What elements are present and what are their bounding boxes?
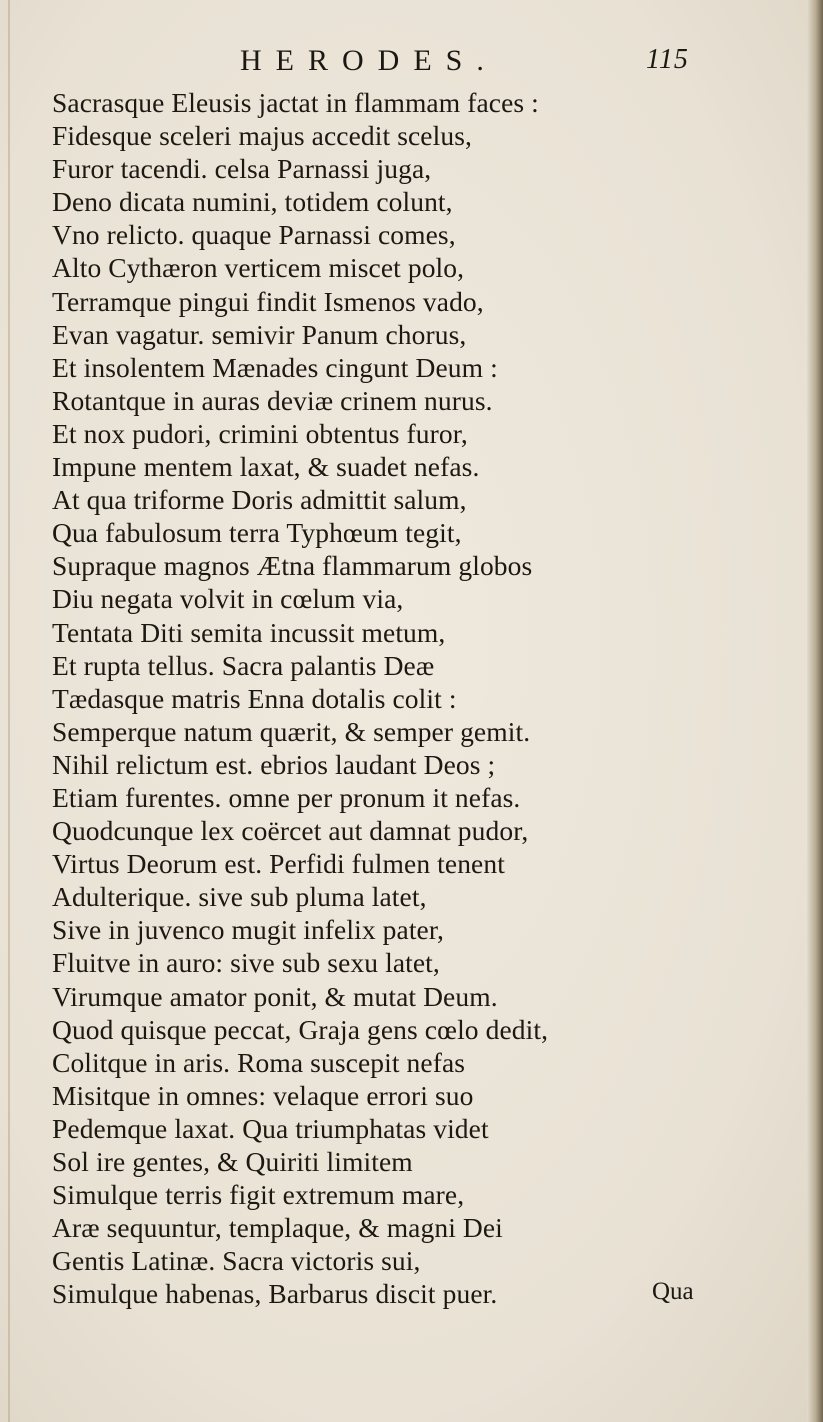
- verse-line: Fluitve in auro: sive sub sexu latet,: [52, 947, 440, 979]
- verse-line: Semperque natum quærit, & semper gemit.: [52, 715, 531, 747]
- page-number: 115: [646, 44, 689, 75]
- verse-line: Adulterique. sive sub pluma latet,: [52, 881, 427, 913]
- verse-line: Etiam furentes. omne per pronum it nefas.: [52, 781, 521, 813]
- verse-line: Sacrasque Eleusis jactat in flammam faces :: [52, 87, 539, 118]
- verse-line: Gentis Latinæ. Sacra victoris sui,: [52, 1245, 421, 1277]
- gutter-line: [8, 0, 10, 1422]
- verse-line: Virumque amator ponit, & mutat Deum.: [52, 980, 498, 1012]
- verse-line: Furor tacendi. celsa Parnassi juga,: [52, 153, 432, 185]
- page-edge: [807, 0, 823, 1422]
- verse-line: Diu negata volvit in cœlum via,: [52, 583, 404, 615]
- verse-line: Tentata Diti semita incussit metum,: [52, 616, 446, 648]
- verse-line: Colitque in aris. Roma suscepit nefas: [52, 1046, 466, 1078]
- verse-line: Et nox pudori, crimini obtentus furor,: [52, 417, 468, 449]
- verse-line: Virtus Deorum est. Perfidi fulmen tenent: [52, 848, 505, 880]
- verse-line: Evan vagatur. semivir Panum chorus,: [52, 318, 467, 350]
- verse-line: Simulque habenas, Barbarus discit puer.: [52, 1278, 498, 1310]
- verse-line: Et rupta tellus. Sacra palantis Deæ: [52, 649, 435, 681]
- verse-line: Qua fabulosum terra Typhœum tegit,: [52, 517, 462, 549]
- verse-line: Quod quisque peccat, Graja gens cœlo dedit,: [52, 1013, 549, 1045]
- verse-line: Rotantque in auras deviæ crinem nurus.: [52, 384, 493, 416]
- verse-line: Aræ sequuntur, templaque, & magni Dei: [52, 1212, 503, 1244]
- verse-line: Supraque magnos Ætna flammarum globos: [52, 550, 533, 582]
- verse-line: Et insolentem Mænades cingunt Deum :: [52, 351, 498, 383]
- verse-block: [52, 86, 692, 1310]
- verse-line: Sol ire gentes, & Quiriti limitem: [52, 1146, 413, 1177]
- catchword: Qua: [652, 1278, 694, 1305]
- verse-line: Fidesque sceleri majus accedit scelus,: [52, 120, 472, 152]
- verse-line: Tædasque matris Enna dotalis colit :: [52, 682, 457, 714]
- verse-line: At qua triforme Doris admittit salum,: [52, 484, 467, 516]
- verse-line: Nihil relictum est. ebrios laudant Deos ;: [52, 748, 496, 780]
- running-title: HERODES.: [240, 44, 498, 77]
- verse-line: Simulque terris figit extremum mare,: [52, 1179, 465, 1211]
- verse-line: Misitque in omnes: velaque errori suo: [52, 1079, 474, 1111]
- verse-line: Sive in juvenco mugit infelix pater,: [52, 914, 444, 946]
- verse-line: Terramque pingui findit Ismenos vado,: [52, 285, 484, 317]
- verse-line: Impune mentem laxat, & suadet nefas.: [52, 451, 480, 483]
- verse-line: Alto Cythæron verticem miscet polo,: [52, 252, 465, 284]
- verse-line: Deno dicata numini, totidem colunt,: [52, 186, 453, 218]
- verse-line: Quodcunque lex coërcet aut damnat pudor,: [52, 815, 529, 847]
- verse-line: Pedemque laxat. Qua triumphatas videt: [52, 1112, 489, 1144]
- verse-line: Vno relicto. quaque Parnassi comes,: [52, 219, 456, 251]
